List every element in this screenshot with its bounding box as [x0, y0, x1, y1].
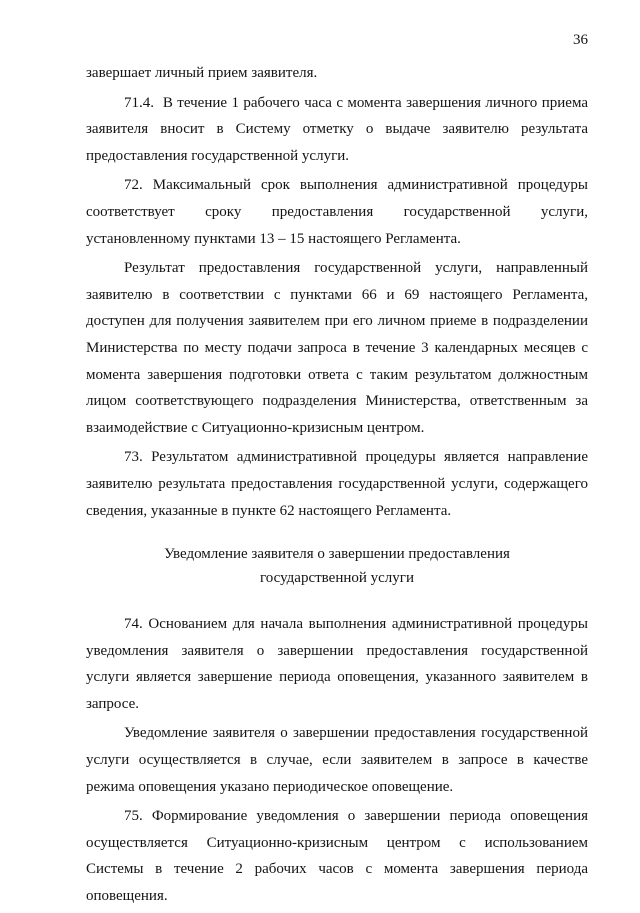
section-heading — [86, 542, 588, 590]
section-heading-line-2: государственной услуги — [260, 570, 414, 587]
paragraph-75: 75. Формирование уведомления о завершении периода оповещения осуществляется Ситуационно-кризисным центром с использованием Системы в течение 2 рабочих часов с момента завершения периода оповещения. — [86, 808, 588, 905]
section-heading-line-1: Уведомление заявителя о завершении предоставления — [164, 546, 510, 563]
paragraph-notification: Уведомление заявителя о завершении предоставления государственной услуги осуществляется в случае, если заявителем в запросе в качестве режима оповещения указано периодическое оповещение. — [86, 725, 588, 795]
page-number: 36 — [573, 32, 588, 48]
paragraph-71-4: 71.4. В течение 1 рабочего часа с момента завершения личного приема заявителя вносит в Систему отметку о выдаче заявителю результата предоставления государственной услуги. — [86, 94, 588, 164]
paragraph-74: 74. Основанием для начала выполнения административной процедуры уведомления заявителя о завершении предоставления государственной услуги является завершение периода оповещения, указанного заявителем в запросе. — [86, 616, 588, 712]
paragraph-72: 72. Максимальный срок выполнения административной процедуры соответствует сроку предоставления государственной услуги, установленному пунктами 13 – 15 настоящего Регламента. — [86, 177, 588, 247]
document-body — [86, 60, 588, 913]
paragraph-result: Результат предоставления государственной услуги, направленный заявителю в соответствии с пунктами 66 и 69 настоящего Регламента, доступен для получения заявителем при его личном приеме в подразделении Министерства по месту подачи запроса в течение 3 календарных месяцев с момента завершения подготовки ответа с таким результатом должностным лицом соответствующего подразделения Министерства, ответственным за взаимодействие с Ситуационно-кризисным центром. — [86, 260, 588, 436]
paragraph-continuation: завершает личный прием заявителя. — [86, 65, 318, 81]
paragraph-73: 73. Результатом административной процедуры является направление заявителю результата предоставления государственной услуги, содержащего сведения, указанные в пункте 62 настоящего Регламента. — [86, 449, 588, 519]
